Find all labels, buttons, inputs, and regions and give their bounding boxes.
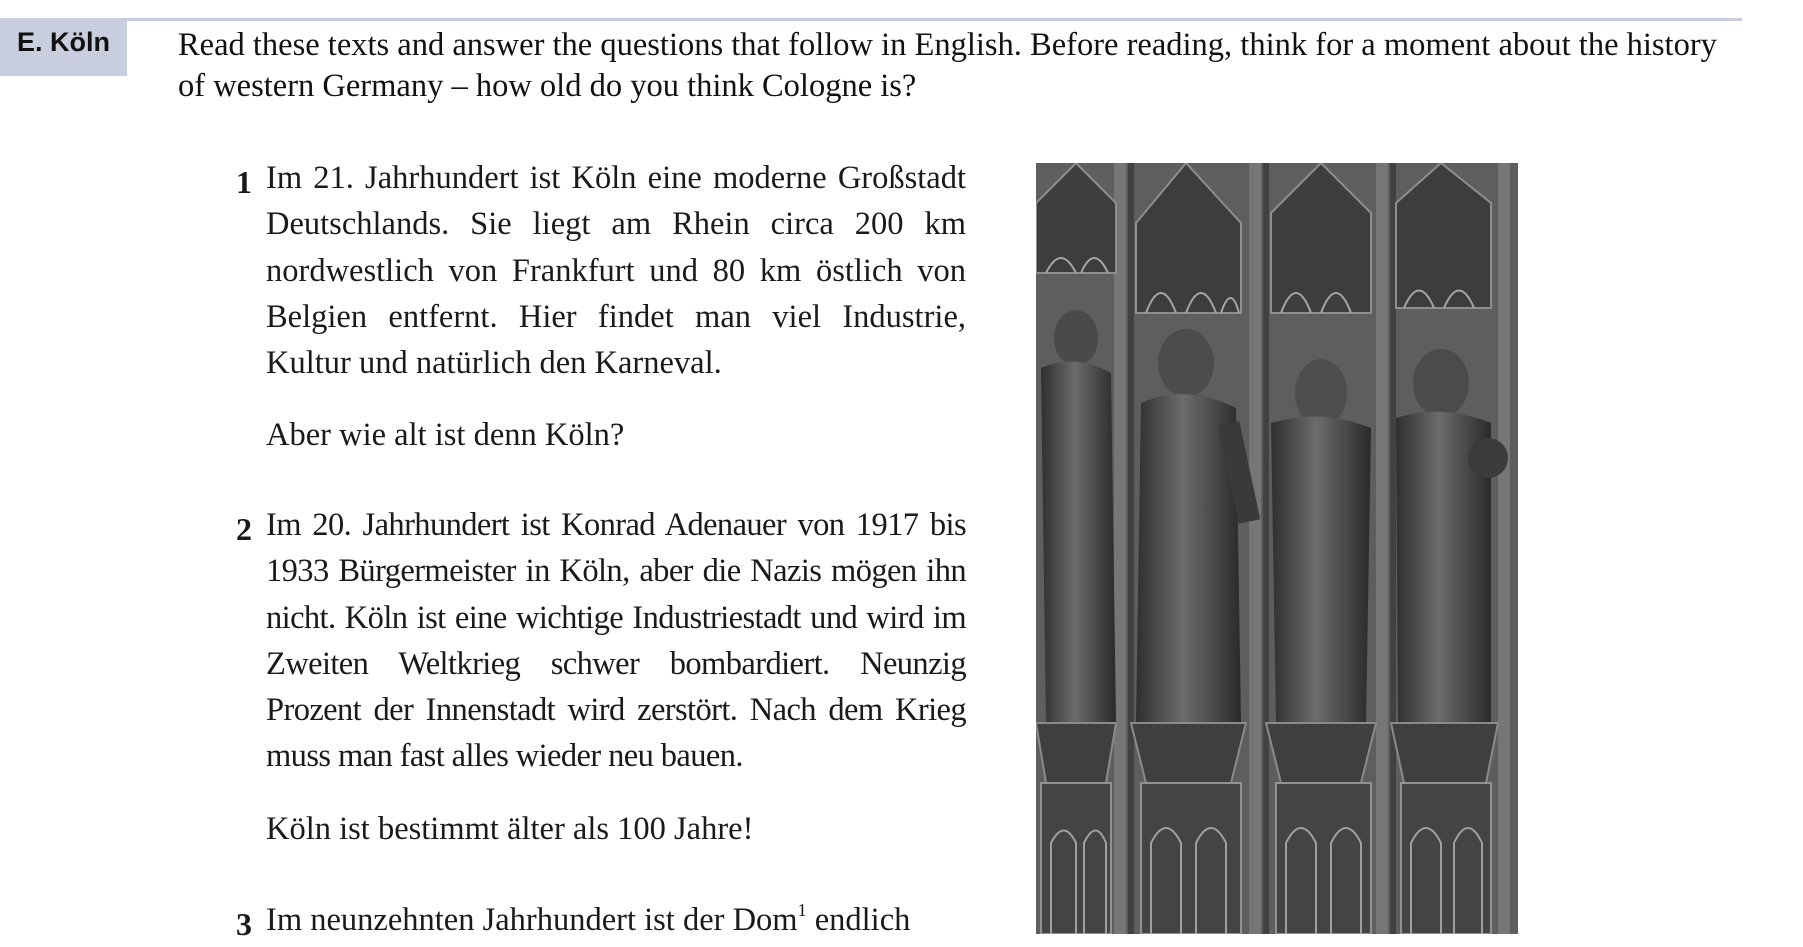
text-number-2: 2: [236, 511, 252, 547]
instructions-text: Read these texts and answer the questions that follow in English. Before reading, think for a moment about the history of western Germany – how old do you think Cologne is?: [178, 27, 1717, 104]
cathedral-statues-photo: [1036, 163, 1518, 934]
text-number-3: 3: [236, 906, 252, 942]
cathedral-statues-illustration: [1036, 163, 1518, 934]
text-2-paragraph: Im 20. Jahrhundert ist Konrad Adenauer von 1917 bis 1933 Bürgermeister in Köln, aber die Nazis mögen ihn nicht. Köln ist eine wichtige Industriestadt und wird im Zweiten Weltkrieg schwer bombardiert. Neunzig Prozent der Innenstadt wird zerstört. Nach dem Krieg muss man fast alles wieder neu bauen.: [266, 507, 966, 775]
text-1-paragraph: Im 21. Jahrhundert ist Köln eine moderne Großstadt Deutschlands. Sie liegt am Rhein circa 200 km nordwestlich von Frankfurt und 80 km östlich von Belgien entfernt. Hier findet man viel Industrie, Kultur und natürlich den Karneval.: [266, 160, 966, 382]
footnote-marker: 1: [797, 900, 807, 920]
text-3-paragraph: Im neunzehnten Jahrhundert ist der Dom$^1$ endlich: [266, 900, 911, 938]
section-label: E. Köln: [0, 21, 127, 76]
section-top-rule: [0, 18, 1742, 21]
text-1-question: Aber wie alt ist denn Köln?: [266, 417, 625, 453]
text-number-1: 1: [236, 164, 252, 200]
text-2-question: Köln ist bestimmt älter als 100 Jahre!: [266, 811, 754, 847]
